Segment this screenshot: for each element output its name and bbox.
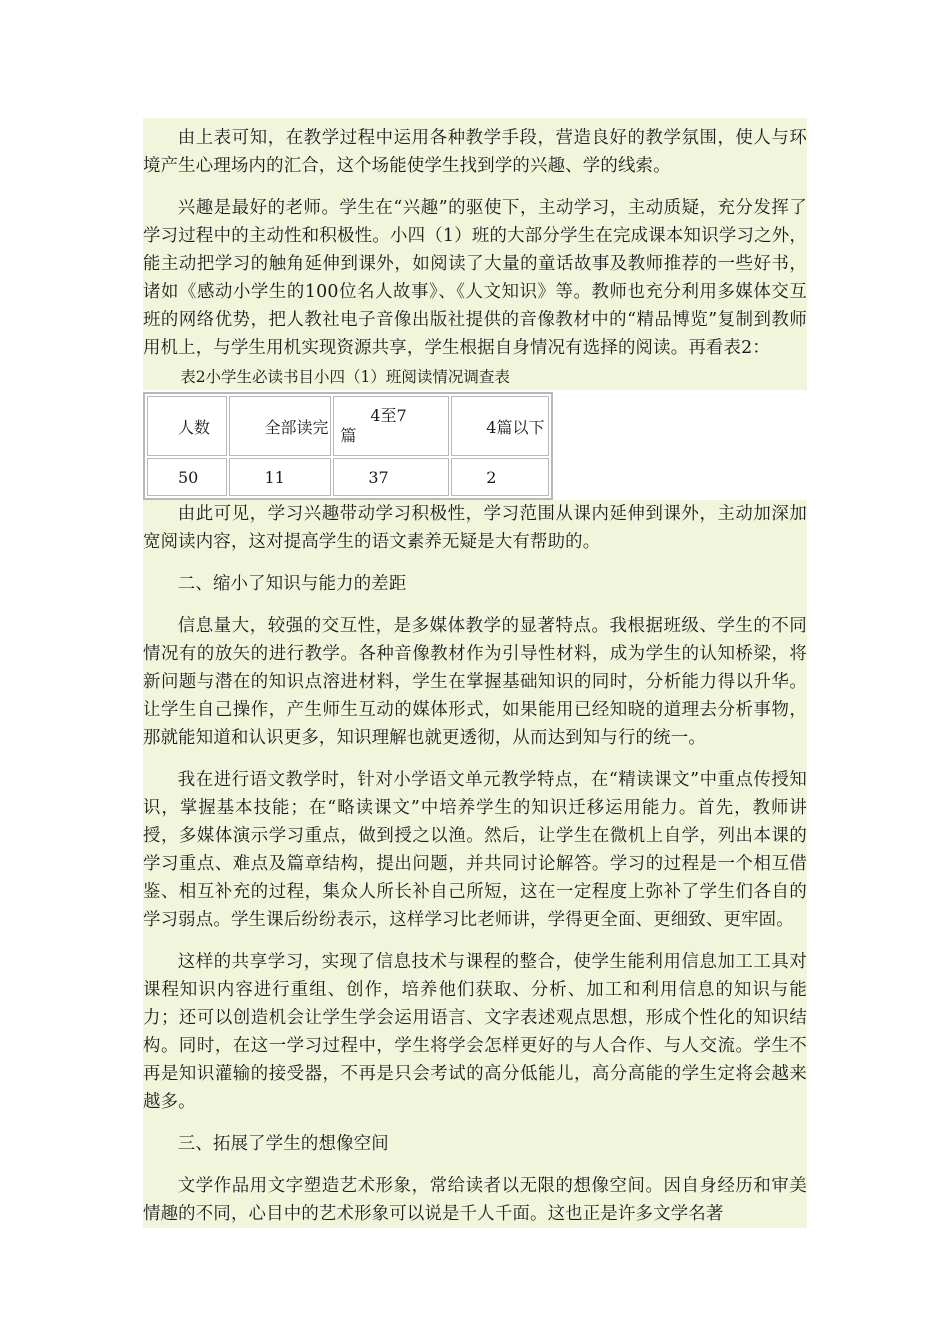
header-text-4-to-7: 4至7 (370, 406, 407, 425)
survey-table-wrapper (143, 392, 553, 500)
cell-under-4: 2 (451, 458, 549, 496)
paragraph: 由上表可知，在教学过程中运用各种教学手段，营造良好的教学氛围，使人与环境产生心理场内的汇合，这个场能使学生找到学的兴趣、学的线索。 (143, 128, 807, 176)
paragraph: 文学作品用文字塑造艺术形象，常给读者以无限的想像空间。因自身经历和审美情趣的不同，心目中的艺术形象可以说是千人千面。这也正是许多文学名著 (143, 1176, 807, 1224)
cell-all-read: 11 (229, 458, 331, 496)
header-text-pian: 篇 (340, 426, 357, 445)
header-cell-4-to-7 (333, 396, 449, 456)
section-heading: 三、拓展了学生的想像空间 (177, 1134, 389, 1154)
paragraph: 我在进行语文教学时，针对小学语文单元教学特点，在“精读课文”中重点传授知识，掌握基本技能；在“略读课文”中培养学生的知识迁移运用能力。首先，教师讲授，多媒体演示学习重点，做到授之以渔。然后，让学生在微机上自学，列出本课的学习重点、难点及篇章结构，提出问题，并共同讨论解答。学习的过程是一个相互借鉴、相互补充的过程，集众人所长补自己所短，这在一定程度上弥补了学生们各自的学习弱点。学生课后纷纷表示，这样学习比老师讲，学得更全面、更细致、更牢固。 (143, 770, 807, 930)
paragraph: 兴趣是最好的老师。学生在“兴趣”的驱使下，主动学习，主动质疑，充分发挥了学习过程中的主动性和积极性。小四（1）班的大部分学生在完成课本知识学习之外，能主动把学习的触角延伸到课外，如阅读了大量的童话故事及教师推荐的一些好书，诸如《感动小学生的100位名人故事》、《人文知识》等。教师也充分利用多媒体交互班的网络优势，把人教社电子音像出版社提供的音像教材中的“精品博览”复制到教师用机上，与学生用机实现资源共享，学生根据自身情况有选择的阅读。再看表2： (143, 198, 807, 358)
survey-table (143, 392, 553, 500)
highlight-block-top (143, 118, 807, 390)
table-header-row (147, 396, 549, 456)
header-cell-count: 人数 (147, 396, 227, 456)
header-cell-under-4: 4篇以下 (451, 396, 549, 456)
section-heading: 二、缩小了知识与能力的差距 (177, 574, 407, 594)
header-cell-all-read: 全部读完 (229, 396, 331, 456)
document-page (143, 118, 807, 1228)
paragraph: 信息量大，较强的交互性，是多媒体教学的显著特点。我根据班级、学生的不同情况有的放矢的进行教学。各种音像教材作为引导性材料，成为学生的认知桥梁，将新问题与潜在的知识点溶进材料，学生在掌握基础知识的同时，分析能力得以升华。让学生自己操作，产生师生互动的媒体形式，如果能用已经知晓的道理去分析事物，那就能知道和认识更多，知识理解也就更透彻，从而达到知与行的统一。 (143, 616, 807, 748)
table-caption: 表2小学生必读书目小四（1）班阅读情况调查表 (180, 368, 510, 386)
cell-4-to-7: 37 (333, 458, 449, 496)
paragraph: 由此可见，学习兴趣带动学习积极性，学习范围从课内延伸到课外，主动加深加宽阅读内容，这对提高学生的语文素养无疑是大有帮助的。 (143, 504, 807, 552)
cell-count: 50 (147, 458, 227, 496)
table-row (147, 458, 549, 496)
highlight-block-bottom (143, 500, 807, 1228)
paragraph: 这样的共享学习，实现了信息技术与课程的整合，使学生能利用信息加工工具对课程知识内容进行重组、创作，培养他们获取、分析、加工和利用信息的知识与能力；还可以创造机会让学生学会运用语言、文字表述观点思想，形成个性化的知识结构。同时，在这一学习过程中，学生将学会怎样更好的与人合作、与人交流。学生不再是知识灌输的接受器，不再是只会考试的高分低能儿，高分高能的学生定将会越来越多。 (143, 952, 807, 1112)
